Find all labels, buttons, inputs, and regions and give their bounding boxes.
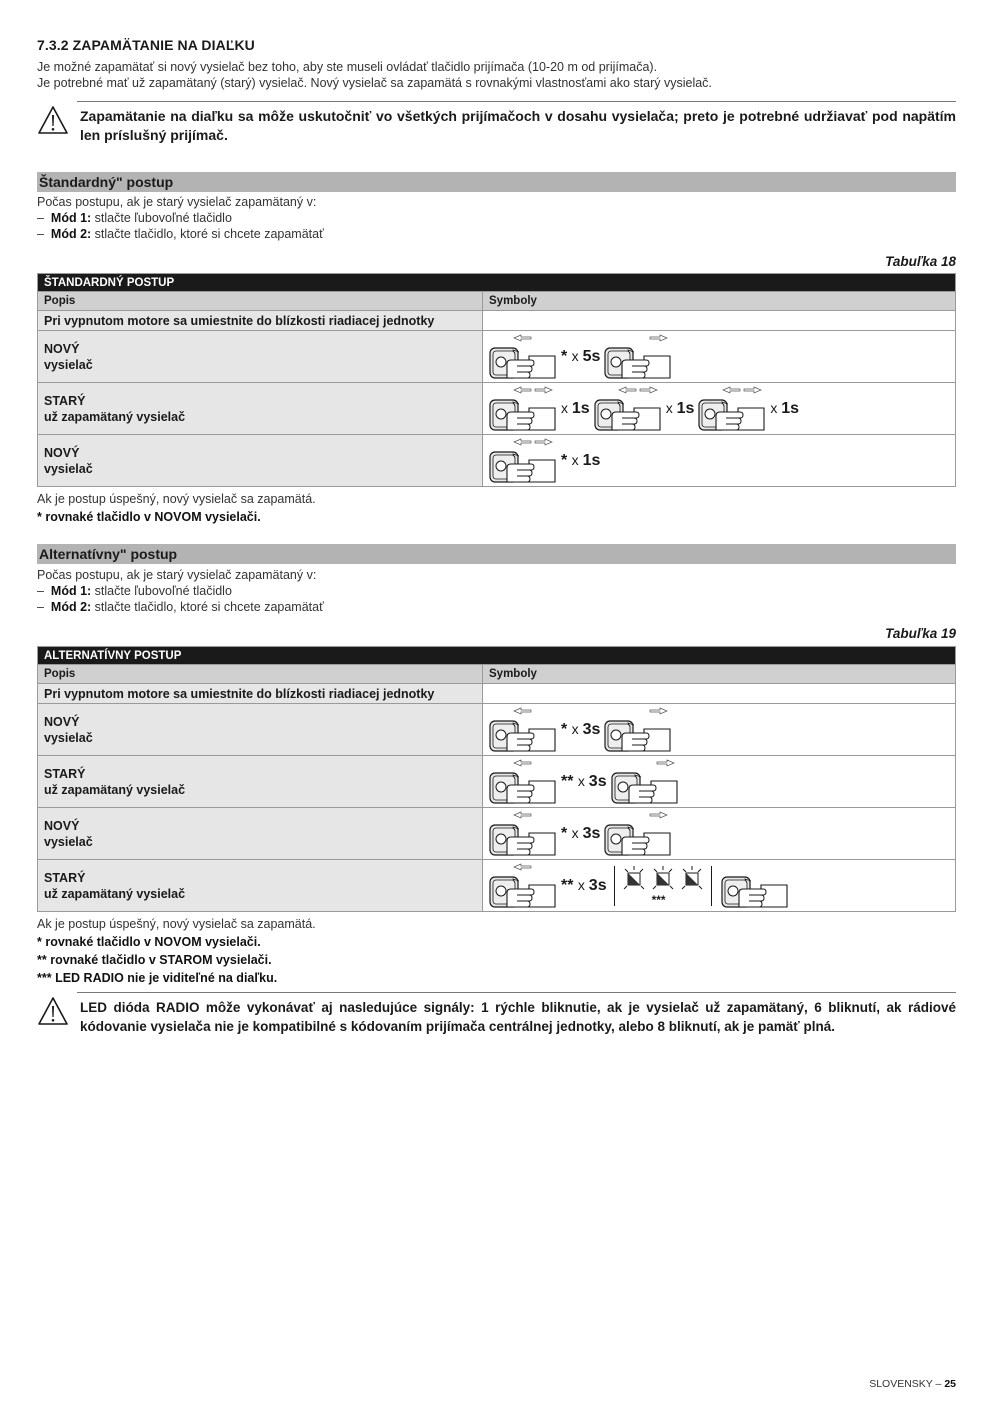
- hand-press-remote-icon: [604, 334, 672, 380]
- hand-press-remote-icon: [489, 707, 557, 753]
- result-note: Ak je postup úspešný, nový vysielač sa zapamätá.: [37, 492, 316, 506]
- hand-press-remote-icon: [604, 707, 672, 753]
- warning-box: [37, 101, 956, 147]
- warning-triangle-icon: [37, 105, 69, 135]
- table-row: [38, 756, 956, 808]
- multiplier: * x 5s: [561, 347, 601, 365]
- step-symbols: [483, 756, 956, 808]
- hand-press-remote-icon: [489, 863, 557, 909]
- table-row: [38, 808, 956, 860]
- mode-text: stlačte ľubovoľné tlačidlo: [94, 211, 232, 225]
- multiplier: ** x 3s: [561, 876, 607, 894]
- step-line2: vysielač: [44, 461, 93, 476]
- hand-press-remote-icon: [594, 386, 662, 432]
- divider: [614, 866, 615, 906]
- warning-rule: [77, 101, 956, 102]
- step-line2: už zapamätaný vysielač: [44, 886, 186, 901]
- standard-section-title: Štandardný" postup: [37, 172, 956, 192]
- step-description: [38, 704, 483, 756]
- warning-triangle-icon: [37, 996, 69, 1026]
- mode-item: – Mód 1: stlačte ľubovoľné tlačidlo: [37, 211, 232, 225]
- mode-text: stlačte ľubovoľné tlačidlo: [94, 584, 232, 598]
- empty-cell: [483, 311, 956, 331]
- standard-modes: [37, 194, 324, 242]
- hand-press-remote-icon: [489, 334, 557, 380]
- step-description: [38, 331, 483, 383]
- intro-text: [37, 59, 712, 91]
- multiplier: x 1s: [561, 399, 590, 417]
- multiplier: * x 3s: [561, 824, 601, 842]
- step-line2: vysielač: [44, 730, 93, 745]
- footer-language: SLOVENSKY –: [869, 1378, 945, 1390]
- alternative-procedure-table: [37, 646, 956, 912]
- step-line2: vysielač: [44, 357, 93, 372]
- step-description: [38, 383, 483, 435]
- hand-press-remote-icon: [489, 811, 557, 857]
- alternative-after-notes: [37, 915, 316, 987]
- step-description: [38, 756, 483, 808]
- step-symbols: [483, 435, 956, 487]
- table-row: [38, 860, 956, 912]
- col-header-symbols: Symboly: [483, 292, 956, 311]
- mode-text: stlačte tlačidlo, ktoré si chcete zapamätať: [94, 600, 324, 614]
- table-title: ŠTANDARDNÝ POSTUP: [38, 274, 956, 292]
- note-cell: Pri vypnutom motore sa umiestnite do blízkosti riadiacej jednotky: [38, 684, 483, 704]
- hand-press-remote-icon: [489, 386, 557, 432]
- mode-item: – Mód 2: stlačte tlačidlo, ktoré si chcete zapamätať: [37, 227, 324, 241]
- multiplier: ** x 3s: [561, 772, 607, 790]
- mode-label: Mód 2:: [50, 227, 92, 241]
- step-line1: NOVÝ: [44, 341, 80, 356]
- page-footer: [869, 1378, 956, 1390]
- step-line1: STARÝ: [44, 766, 86, 781]
- col-header-description: Popis: [38, 292, 483, 311]
- col-header-symbols: Symboly: [483, 665, 956, 684]
- step-symbols: [483, 860, 956, 912]
- table-caption: Tabuľka 19: [885, 626, 956, 641]
- standard-procedure-table: [37, 273, 956, 487]
- step-symbols: [483, 331, 956, 383]
- step-description: [38, 808, 483, 860]
- hand-press-remote-icon: [604, 811, 672, 857]
- warning-text: Zapamätanie na diaľku sa môže uskutočniť vo všetkých prijímačoch v dosahu vysielača; preto je potrebné udržiavať pod napätím len príslušný prijímač.: [80, 108, 956, 143]
- modes-lead: Počas postupu, ak je starý vysielač zapamätaný v:: [37, 568, 317, 582]
- step-symbols: [483, 704, 956, 756]
- hand-press-remote-icon: [721, 863, 789, 909]
- step-description: [38, 435, 483, 487]
- step-line2: už zapamätaný vysielač: [44, 409, 186, 424]
- multiplier: * x 3s: [561, 720, 601, 738]
- table-row: [38, 704, 956, 756]
- mode-item: – Mód 2: stlačte tlačidlo, ktoré si chcete zapamätať: [37, 600, 324, 614]
- footnote: *** LED RADIO nie je viditeľné na diaľku.: [37, 971, 278, 985]
- note-cell: Pri vypnutom motore sa umiestnite do blízkosti riadiacej jednotky: [38, 311, 483, 331]
- table-caption: Tabuľka 18: [885, 254, 956, 269]
- step-line1: STARÝ: [44, 870, 86, 885]
- intro-line: Je možné zapamätať si nový vysielač bez toho, aby ste museli ovládať tlačidlo prijímača (10-20 m od prijímača).: [37, 60, 658, 74]
- page-number: 25: [944, 1378, 956, 1390]
- step-description: [38, 860, 483, 912]
- step-line1: STARÝ: [44, 393, 86, 408]
- table-row: [38, 435, 956, 487]
- section-heading: 7.3.2 ZAPAMÄTANIE NA DIAĽKU: [37, 37, 255, 53]
- step-symbols: [483, 808, 956, 860]
- alternative-modes: [37, 567, 324, 615]
- step-line1: NOVÝ: [44, 818, 80, 833]
- step-line1: NOVÝ: [44, 445, 80, 460]
- warning-text: LED dióda RADIO môže vykonávať aj nasledujúce signály: 1 rýchle bliknutie, ak je vysielač už zapamätaný, 6 bliknutí, ak rádiové kódovanie vysielača nie je kompatibilné s kódovaním prijímača centrálnej jednotky, alebo 8 bliknutí, ak je pamäť plná.: [80, 1000, 956, 1034]
- divider: [711, 866, 712, 906]
- led-footnote-mark: ***: [651, 892, 666, 907]
- empty-cell: [483, 684, 956, 704]
- step-line2: už zapamätaný vysielač: [44, 782, 186, 797]
- mode-label: Mód 2:: [50, 600, 92, 614]
- warning-rule: [77, 992, 956, 993]
- multiplier: x 1s: [770, 399, 800, 417]
- hand-press-remote-icon: [698, 386, 766, 432]
- led-blink-icon: [622, 865, 646, 891]
- multiplier: * x 1s: [561, 451, 601, 469]
- mode-label: Mód 1:: [50, 211, 92, 225]
- alternative-section-title: Alternatívny" postup: [37, 544, 956, 564]
- footnote: * rovnaké tlačidlo v NOVOM vysielači.: [37, 935, 261, 949]
- step-line1: NOVÝ: [44, 714, 80, 729]
- intro-line: Je potrebné mať už zapamätaný (starý) vysielač. Nový vysielač sa zapamätá s rovnakými vlastnosťami ako starý vysielač.: [37, 76, 712, 90]
- mode-item: – Mód 1: stlačte ľubovoľné tlačidlo: [37, 584, 232, 598]
- hand-press-remote-icon: [489, 759, 557, 805]
- col-header-description: Popis: [38, 665, 483, 684]
- step-symbols: [483, 383, 956, 435]
- hand-press-remote-icon: [489, 438, 557, 484]
- result-note: Ak je postup úspešný, nový vysielač sa zapamätá.: [37, 917, 316, 931]
- table-title: ALTERNATÍVNY POSTUP: [38, 647, 956, 665]
- warning-box: [37, 992, 956, 1038]
- hand-press-remote-icon: [611, 759, 679, 805]
- led-blink-group: [618, 863, 708, 909]
- led-blink-icon: [680, 865, 704, 891]
- footnote: ** rovnaké tlačidlo v STAROM vysielači.: [37, 953, 272, 967]
- footnote: * rovnaké tlačidlo v NOVOM vysielači.: [37, 510, 261, 524]
- standard-after-notes: [37, 490, 316, 526]
- table-row: [38, 383, 956, 435]
- modes-lead: Počas postupu, ak je starý vysielač zapamätaný v:: [37, 195, 317, 209]
- led-blink-icon: [651, 865, 675, 891]
- step-line2: vysielač: [44, 834, 93, 849]
- table-row: [38, 331, 956, 383]
- mode-text: stlačte tlačidlo, ktoré si chcete zapamätať: [94, 227, 324, 241]
- mode-label: Mód 1:: [50, 584, 92, 598]
- multiplier: x 1s: [665, 399, 695, 417]
